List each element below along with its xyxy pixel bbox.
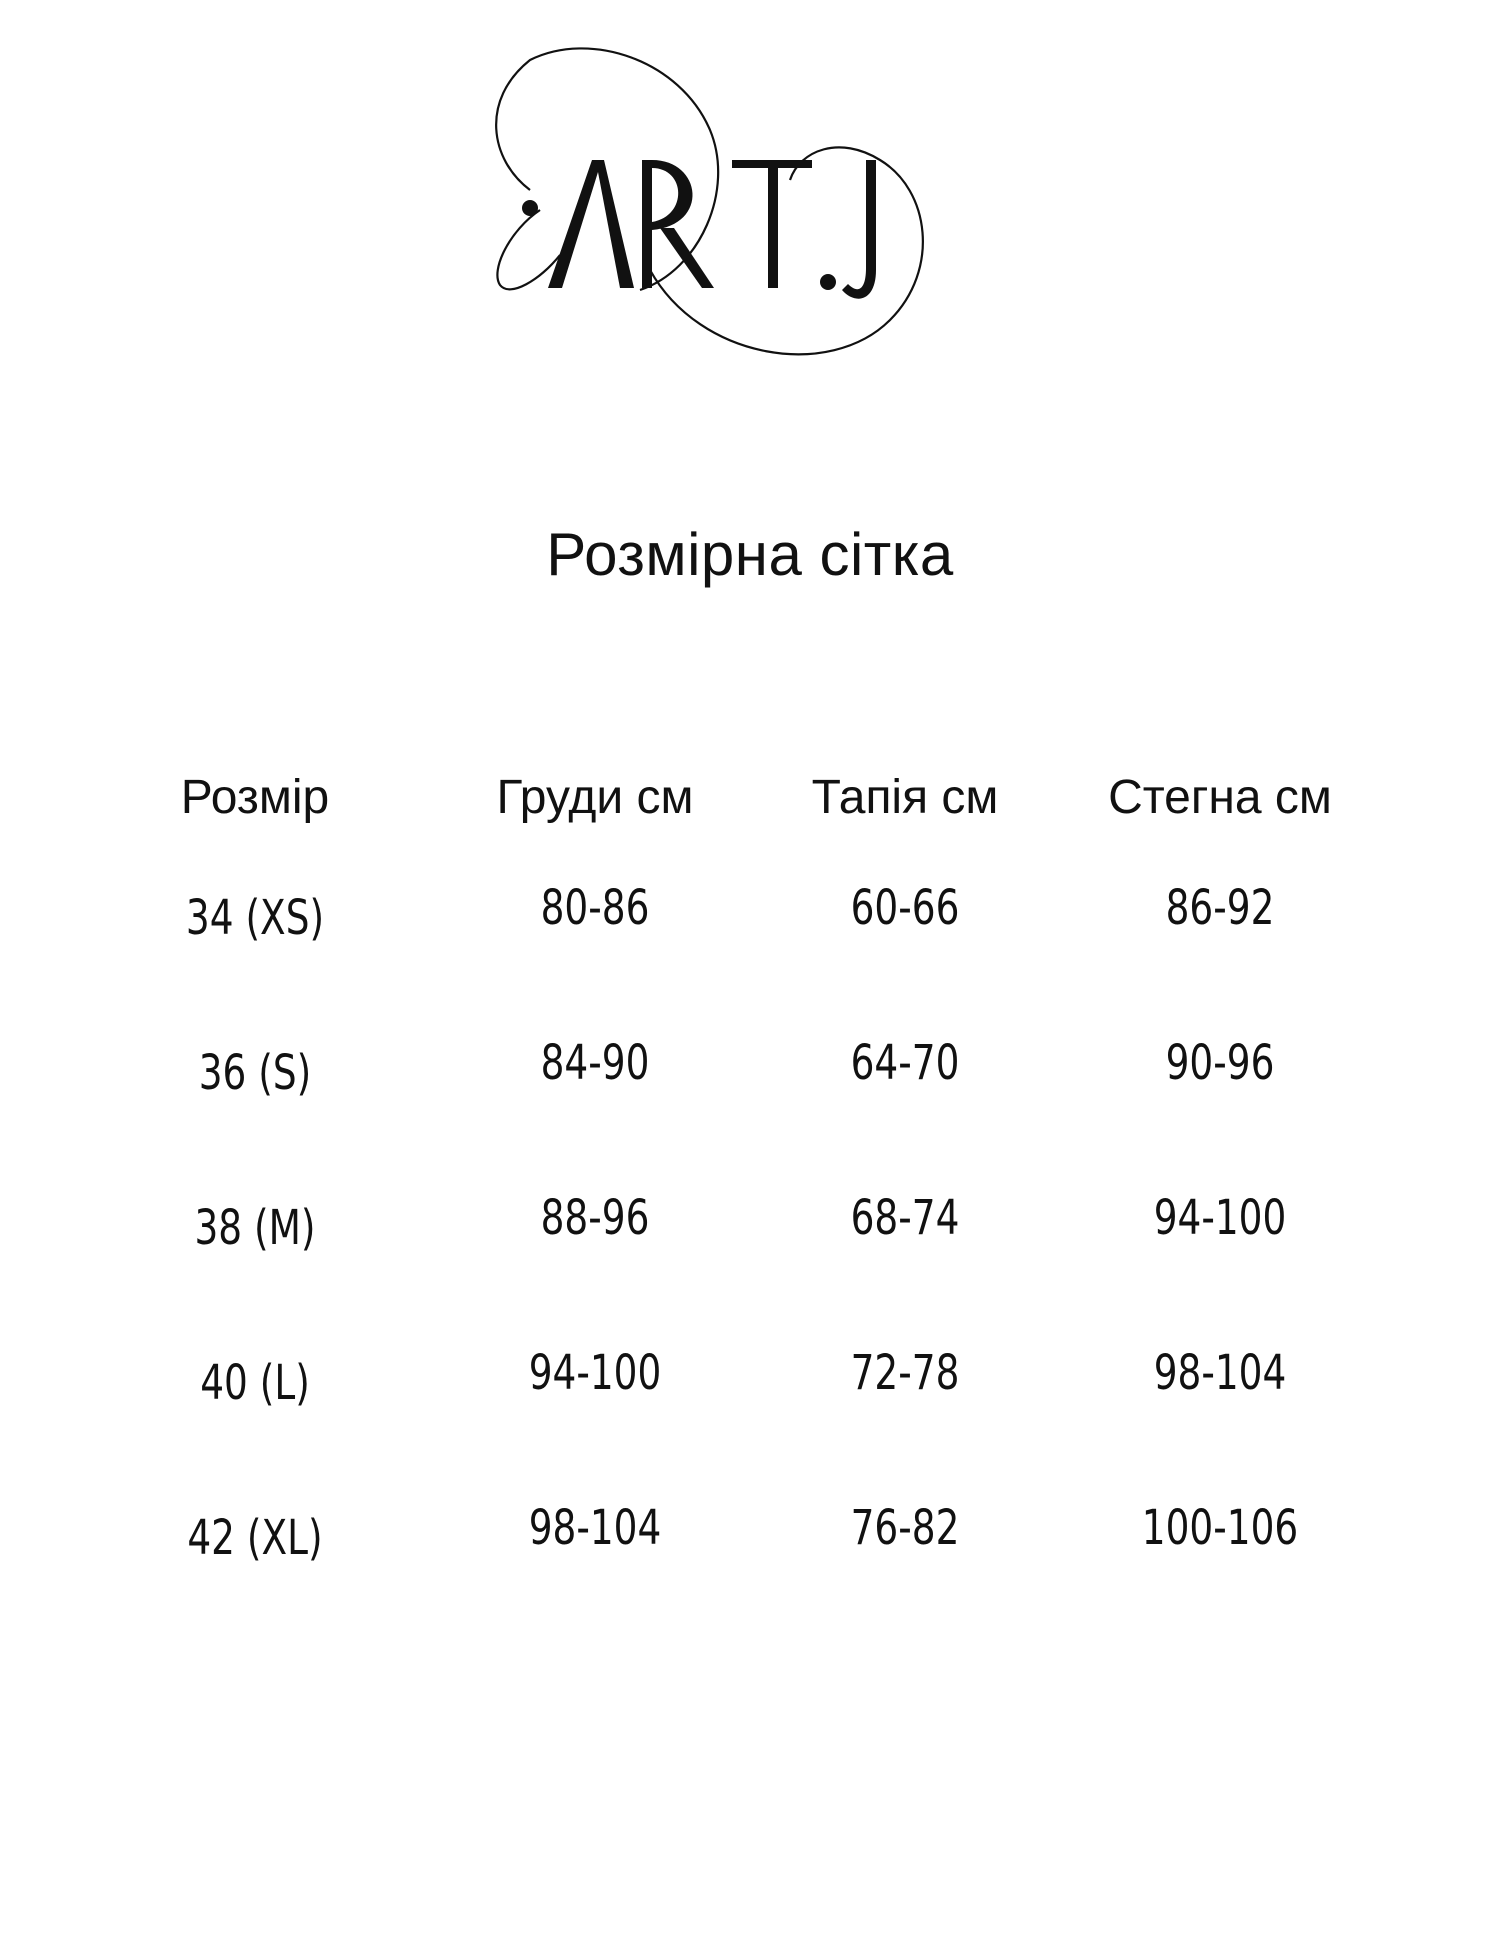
hips-cell: 94-100 <box>1153 1190 1287 1246</box>
column-header-hips: Стегна см <box>1108 771 1332 824</box>
page-title: Розмірна сітка <box>546 521 954 588</box>
chest-cell: 80-86 <box>540 880 650 936</box>
size-cell: 38 (M) <box>194 1200 316 1256</box>
waist-cell: 60-66 <box>850 880 960 936</box>
table-row <box>0 1035 1500 1190</box>
table-row <box>0 1345 1500 1500</box>
size-cell: 34 (XS) <box>185 890 325 946</box>
hips-cell: 98-104 <box>1153 1345 1287 1401</box>
size-cell: 40 (L) <box>200 1355 310 1411</box>
waist-cell: 68-74 <box>850 1190 960 1246</box>
chest-cell: 94-100 <box>528 1345 662 1401</box>
table-row <box>0 880 1500 1035</box>
chest-cell: 98-104 <box>528 1500 662 1556</box>
chest-cell: 88-96 <box>540 1190 650 1246</box>
column-header-chest: Груди см <box>496 771 694 824</box>
table-row <box>0 1190 1500 1345</box>
table-header-row <box>0 770 1500 880</box>
waist-cell: 76-82 <box>850 1500 960 1556</box>
waist-cell: 72-78 <box>850 1345 960 1401</box>
size-cell: 36 (S) <box>198 1045 312 1101</box>
column-header-size: Розмір <box>180 771 330 824</box>
artj-logo <box>470 40 1030 380</box>
hips-cell: 90-96 <box>1165 1035 1275 1091</box>
waist-cell: 64-70 <box>850 1035 960 1091</box>
column-header-waist: Тапія см <box>811 771 999 824</box>
chest-cell: 84-90 <box>540 1035 650 1091</box>
hips-cell: 86-92 <box>1165 880 1275 936</box>
size-cell: 42 (XL) <box>187 1510 323 1566</box>
size-chart-table <box>0 770 1500 1655</box>
hips-cell: 100-106 <box>1141 1500 1299 1556</box>
table-row <box>0 1500 1500 1655</box>
